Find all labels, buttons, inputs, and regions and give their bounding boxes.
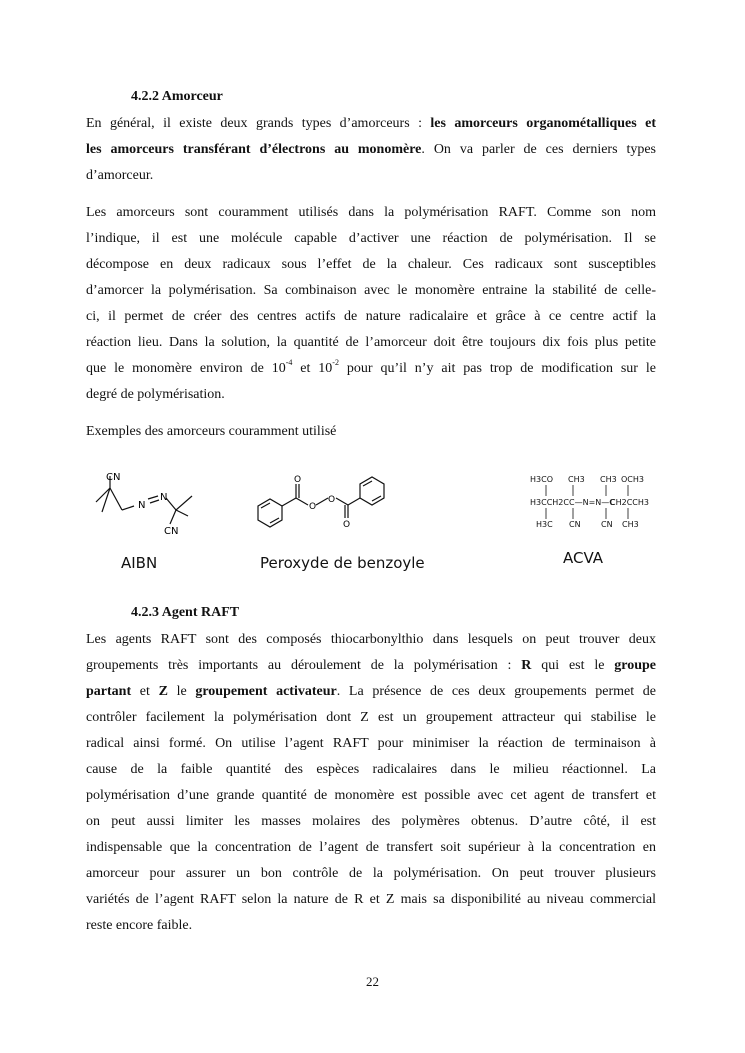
acva-mid-core: C—N=N—C: [569, 498, 615, 507]
text-line: degré de polymérisation.: [86, 387, 225, 402]
text-line: d’amorceur.: [86, 168, 154, 183]
text-line: variétés de l’agent RAFT selon la nature de R et Z mais sa disponibilité au niveau commercial: [86, 892, 656, 907]
acva-h3c: H3C: [536, 520, 553, 529]
paragraph-agent-raft: [86, 627, 656, 939]
aibn-n2: N: [160, 492, 168, 503]
page-number: 22: [366, 974, 379, 989]
text-line: polymérisation d’une grande quantité de monomère est possible avec cet agent de transfert et: [86, 788, 656, 803]
peroxide-o: O: [309, 502, 317, 512]
text-line: groupements très importants au déroulement de la polymérisation : R qui est le groupe: [86, 658, 657, 673]
paragraph-amorceur-types: [86, 111, 656, 189]
text-line: que le monomère environ de $10^{-4}$ et $10^{-2}$ pour qu’il n’y ait pas trop de modification sur le: [86, 358, 656, 376]
acva-label: ACVA: [563, 549, 604, 567]
acva-ch3-b: CH3: [600, 475, 617, 484]
aibn-cn-bottom: CN: [164, 526, 179, 537]
text-line: indispensable que la concentration de l’agent de transfert soit supérieur à la concentration en: [86, 840, 656, 855]
text-line: reste encore faible.: [86, 918, 193, 933]
text-line: l’indique, il est une molécule capable d’activer une réaction de polymérisation. Il se: [86, 231, 656, 246]
acva-mid-left: H3CCH2C: [530, 498, 569, 507]
text-line: les amorceurs transférant d’électrons au monomère. On va parler de ces derniers types: [86, 142, 657, 157]
aibn-n1: N: [138, 500, 146, 511]
acva-cn-a: CN: [569, 520, 581, 529]
acva-h3co: H3CO: [530, 475, 553, 484]
text-line: d’amorcer la polymérisation. Sa combinaison avec le monomère entraine la stabilité de celle-: [86, 283, 656, 298]
aibn-label: AIBN: [121, 554, 158, 572]
text-line: contrôler facilement la polymérisation dont Z est un groupement attracteur qui stabilise le: [86, 710, 656, 725]
text-line: on peut aussi limiter les masses molaires des polymères obtenus. D’autre côté, il est: [86, 814, 656, 829]
text-line: décompose en deux radicaux sous l’effet de la chaleur. Ces radicaux sont susceptibles: [86, 257, 656, 272]
peroxide-o: O: [294, 475, 302, 485]
text-line: amorceur pour assurer un bon contrôle de la polymérisation. On peut trouver plusieurs: [86, 866, 656, 881]
peroxide-o: O: [328, 495, 336, 505]
text-line: ci, il permet de créer des centres actifs de nature radicalaire et grâce à ce centre actif la: [86, 309, 656, 324]
aibn-structure: [88, 468, 208, 540]
peroxyde-label: Peroxyde de benzoyle: [260, 554, 425, 572]
aibn-cn-top: CN: [106, 472, 121, 483]
benzoyl-peroxide-structure: [250, 468, 400, 538]
text-line: partant et Z le groupement activateur. La présence de ces deux groupements permet de: [86, 684, 656, 699]
text-line: cause de la faible quantité des espèces radicalaires dans le milieu réactionnel. La: [86, 762, 656, 777]
acva-ch3-a: CH3: [568, 475, 585, 484]
paragraph-amorceur-description: [86, 200, 656, 408]
acva-cn-b: CN: [601, 520, 613, 529]
section-heading-agent-raft: 4.2.3 Agent RAFT: [131, 605, 240, 620]
section-heading-amorceur: 4.2.2 Amorceur: [131, 89, 223, 104]
text-line: En général, il existe deux grands types d’amorceurs : les amorceurs organométalliques et: [86, 116, 656, 131]
acva-och3: OCH3: [621, 475, 644, 484]
text-line: Les agents RAFT sont des composés thiocarbonylthio dans lesquels on peut trouver deux: [86, 632, 656, 647]
text-line: radical ainsi formé. On utilise l’agent RAFT pour minimiser la réaction de terminaison à: [86, 736, 656, 751]
examples-caption: Exemples des amorceurs couramment utilisé: [86, 424, 337, 439]
text-line: réaction lieu. Dans la solution, la quantité de l’amorceur doit être toujours dix fois plus petite: [86, 335, 656, 350]
text-line: Les amorceurs sont couramment utilisés dans la polymérisation RAFT. Comme son nom: [86, 205, 656, 220]
acva-ch3-c: CH3: [622, 520, 639, 529]
acva-mid-right: CH2CCH3: [610, 498, 649, 507]
acva-structure: [528, 472, 653, 534]
peroxide-o: O: [343, 520, 351, 530]
